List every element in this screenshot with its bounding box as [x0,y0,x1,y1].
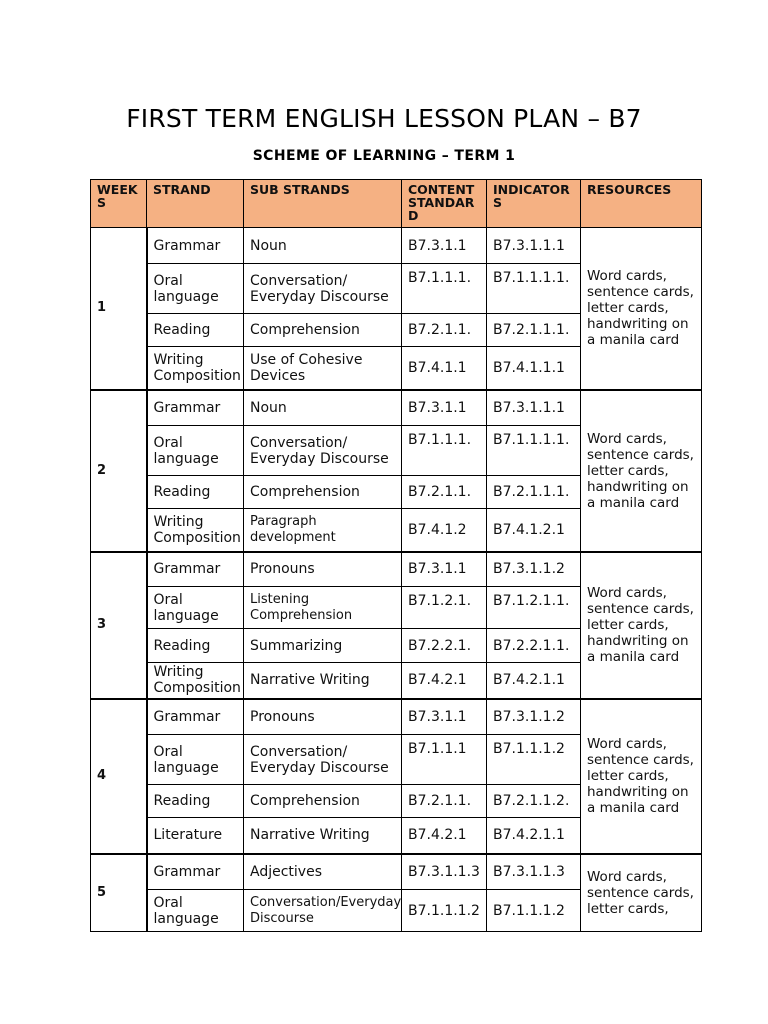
page-subtitle: SCHEME OF LEARNING – TERM 1 [252,148,516,164]
table-row [91,699,702,735]
indicator-cell: B7.1.2.1.1. [487,587,581,629]
strand-cell: Reading [147,785,244,818]
strand-cell: Reading [147,476,244,509]
strand-cell: Grammar [147,854,244,890]
table-row [91,854,702,890]
content-standard-cell: B7.2.1.1. [402,476,487,509]
content-standard-cell: B7.1.1.1.2 [402,890,487,932]
strand-cell: Writing Composition [147,347,244,390]
strand-cell: Oral language [147,735,244,785]
week-number: 3 [91,552,147,699]
strand-cell: Grammar [147,699,244,735]
sub-strand-cell: Comprehension [244,476,402,509]
sub-strand-cell: Adjectives [244,854,402,890]
strand-cell: Writing Composition [147,509,244,552]
scheme-table [90,179,702,932]
content-standard-cell: B7.1.1.1. [402,264,487,314]
strand-cell: Reading [147,314,244,347]
content-standard-cell: B7.1.2.1. [402,587,487,629]
content-standard-cell: B7.3.1.1 [402,228,487,264]
header-resources: RESOURCES [581,180,702,228]
strand-cell: Grammar [147,390,244,426]
indicator-cell: B7.2.1.1.2. [487,785,581,818]
indicator-cell: B7.3.1.1.1 [487,390,581,426]
sub-strand-cell: Pronouns [244,699,402,735]
header-weeks: WEEK S [91,180,147,228]
strand-cell: Literature [147,818,244,854]
strand-cell: Oral language [147,264,244,314]
header-indicators: INDICATOR S [487,180,581,228]
week-number: 2 [91,390,147,552]
sub-strand-cell: Paragraph development [244,509,402,552]
indicator-cell: B7.4.1.1.1 [487,347,581,390]
sub-strand-cell: Conversation/ Everyday Discourse [244,264,402,314]
indicator-cell: B7.3.1.1.1 [487,228,581,264]
sub-strand-cell: Conversation/Everyday Discourse [244,890,402,932]
content-standard-cell: B7.1.1.1 [402,735,487,785]
content-standard-cell: B7.3.1.1.3 [402,854,487,890]
resources-cell: Word cards, sentence cards, letter cards, handwriting on a manila card [581,699,702,854]
indicator-cell: B7.1.1.1.1. [487,426,581,476]
week-number: 5 [91,854,147,932]
header-row [91,180,702,228]
indicator-cell: B7.1.1.1.1. [487,264,581,314]
content-standard-cell: B7.4.1.2 [402,509,487,552]
strand-cell: Reading [147,629,244,663]
strand-cell: Writing Composition [147,663,244,699]
header-strand: STRAND [147,180,244,228]
indicator-cell: B7.3.1.1.3 [487,854,581,890]
sub-strand-cell: Noun [244,390,402,426]
indicator-cell: B7.2.2.1.1. [487,629,581,663]
indicator-cell: B7.4.1.2.1 [487,509,581,552]
header-content-standard: CONTENT STANDAR D [402,180,487,228]
indicator-cell: B7.4.2.1.1 [487,663,581,699]
header-sub-strands: SUB STRANDS [244,180,402,228]
content-standard-cell: B7.1.1.1. [402,426,487,476]
content-standard-cell: B7.4.1.1 [402,347,487,390]
sub-strand-cell: Summarizing [244,629,402,663]
content-standard-cell: B7.3.1.1 [402,699,487,735]
resources-cell: Word cards, sentence cards, letter cards, handwriting on a manila card [581,552,702,699]
sub-strand-cell: Narrative Writing [244,818,402,854]
sub-strand-cell: Noun [244,228,402,264]
strand-cell: Grammar [147,552,244,587]
sub-strand-cell: Conversation/ Everyday Discourse [244,735,402,785]
week-number: 1 [91,228,147,390]
content-standard-cell: B7.4.2.1 [402,663,487,699]
resources-cell: Word cards, sentence cards, letter cards, handwriting on a manila card [581,390,702,552]
indicator-cell: B7.3.1.1.2 [487,552,581,587]
content-standard-cell: B7.3.1.1 [402,390,487,426]
indicator-cell: B7.3.1.1.2 [487,699,581,735]
strand-cell: Oral language [147,587,244,629]
week-number: 4 [91,699,147,854]
table-row [91,552,702,587]
strand-cell: Grammar [147,228,244,264]
sub-strand-cell: Comprehension [244,785,402,818]
table-row [91,390,702,426]
sub-strand-cell: Use of Cohesive Devices [244,347,402,390]
page-title: FIRST TERM ENGLISH LESSON PLAN – B7 [126,104,642,133]
indicator-cell: B7.1.1.1.2 [487,735,581,785]
content-standard-cell: B7.3.1.1 [402,552,487,587]
sub-strand-cell: Conversation/ Everyday Discourse [244,426,402,476]
sub-strand-cell: Comprehension [244,314,402,347]
strand-cell: Oral language [147,426,244,476]
sub-strand-cell: Listening Comprehension [244,587,402,629]
content-standard-cell: B7.2.2.1. [402,629,487,663]
indicator-cell: B7.4.2.1.1 [487,818,581,854]
indicator-cell: B7.2.1.1.1. [487,314,581,347]
sub-strand-cell: Narrative Writing [244,663,402,699]
strand-cell: Oral language [147,890,244,932]
resources-cell: Word cards, sentence cards, letter cards, handwriting on a manila card [581,228,702,390]
indicator-cell: B7.2.1.1.1. [487,476,581,509]
indicator-cell: B7.1.1.1.2 [487,890,581,932]
resources-cell: Word cards, sentence cards, letter cards, [581,854,702,932]
table-row [91,228,702,264]
content-standard-cell: B7.4.2.1 [402,818,487,854]
sub-strand-cell: Pronouns [244,552,402,587]
content-standard-cell: B7.2.1.1. [402,785,487,818]
content-standard-cell: B7.2.1.1. [402,314,487,347]
